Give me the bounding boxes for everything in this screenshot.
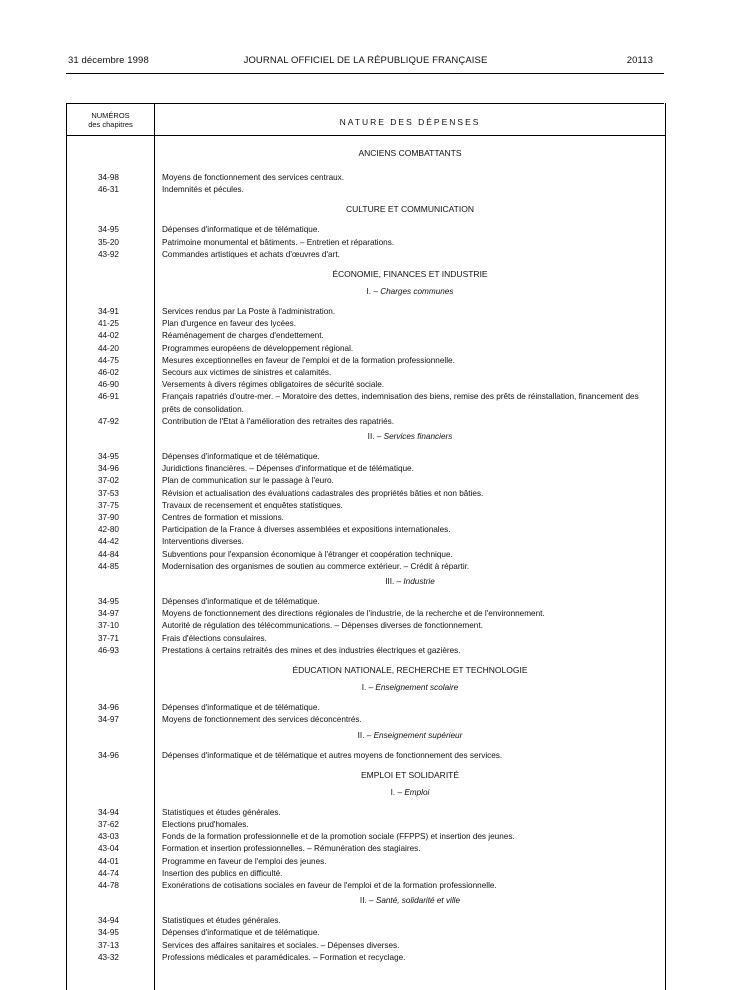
chapter-number: 44-75 — [98, 355, 119, 365]
chapter-number: 44-85 — [98, 561, 119, 571]
section-heading: CULTURE ET COMMUNICATION — [346, 204, 474, 215]
table-row — [67, 330, 665, 342]
header-rule — [66, 73, 664, 74]
table-row — [67, 249, 665, 261]
expense-description: Frais d'élections consulaires. — [162, 633, 267, 643]
chapter-number-cell — [67, 512, 154, 524]
chapter-number-cell — [67, 306, 154, 318]
subsection-title: Enseignement scolaire — [375, 683, 459, 693]
table-row — [67, 819, 665, 831]
chapter-number-cell — [67, 819, 154, 831]
subsection-number: I. – — [361, 683, 376, 693]
expense-description: Modernisation des organismes de soutien au commerce extérieur. – Crédit à répartir. — [162, 561, 470, 571]
expense-description: Commandes artistiques et achats d'œuvres d'art. — [162, 249, 340, 259]
chapter-number: 44-01 — [98, 856, 119, 866]
chapter-number: 37-02 — [98, 476, 119, 486]
expense-description: Programmes européens de développement régional. — [162, 343, 354, 353]
expense-description: Interventions diverses. — [162, 537, 244, 547]
expense-description: Exonérations de cotisations sociales en faveur de l'emploi et de la formation professionnelle. — [162, 880, 497, 890]
table-row — [67, 714, 665, 726]
chapter-number: 44-20 — [98, 343, 119, 353]
expense-description: Français rapatriés d'outre-mer. – Moratoire des dettes, indemnisation des biens, remise des prêts de réinstallation, financement des prêts de consolidation. — [162, 392, 639, 414]
chapter-number: 47-92 — [98, 416, 119, 426]
subsection-number: I. – — [390, 787, 405, 797]
chapter-number-cell — [67, 355, 154, 367]
table-row — [67, 843, 665, 855]
chapter-number-cell — [67, 224, 154, 236]
chapter-number-cell — [67, 451, 154, 463]
chapter-number: 44-84 — [98, 549, 119, 559]
expense-description: Plan d'urgence en faveur des lycées. — [162, 319, 297, 329]
chapter-number: 44-78 — [98, 880, 119, 890]
chapter-number: 44-02 — [98, 331, 119, 341]
chapter-number-cell — [67, 843, 154, 855]
chapter-number: 35-20 — [98, 237, 119, 247]
chapter-number-cell — [67, 927, 154, 939]
table-row — [67, 561, 665, 573]
chapter-number-cell — [67, 702, 154, 714]
expense-description: Centres de formation et missions. — [162, 513, 284, 523]
chapter-number-cell — [67, 367, 154, 379]
chapter-number-cell — [67, 524, 154, 536]
section-heading: ÉCONOMIE, FINANCES ET INDUSTRIE — [332, 269, 488, 280]
journal-title: JOURNAL OFFICIEL DE LA RÉPUBLIQUE FRANÇAISE — [243, 55, 488, 66]
expense-description: Indemnités et pécules. — [162, 185, 244, 195]
chapter-number: 46-93 — [98, 645, 119, 655]
subsection-title: Santé, solidarité et ville — [375, 896, 461, 906]
table-row — [67, 608, 665, 620]
chapter-number-cell — [67, 750, 154, 762]
expense-description: Prestations à certains retraités des mines et des industries électriques et gazières. — [162, 645, 461, 655]
column-header-nature: NATURE DES DÉPENSES — [339, 117, 481, 127]
chapter-number-cell — [67, 561, 154, 573]
subsection-title: Enseignement supérieur — [373, 730, 463, 740]
table-row — [67, 391, 665, 415]
subsection-number: I. – — [366, 287, 381, 297]
expense-description: Insertion des publics en difficulté. — [162, 868, 283, 878]
table-row — [67, 475, 665, 487]
subsection-title: Charges communes — [380, 287, 454, 297]
expense-description: Plan de communication sur le passage à l'euro. — [162, 476, 334, 486]
expense-description: Dépenses d'informatique et de télématique. — [162, 928, 320, 938]
table-row — [67, 512, 665, 524]
section-heading: ANCIENS COMBATTANTS — [358, 148, 462, 158]
chapter-number-cell — [67, 475, 154, 487]
expense-description: Patrimoine monumental et bâtiments. – Entretien et réparations. — [162, 237, 395, 247]
chapter-number: 37-10 — [98, 621, 119, 631]
chapter-number-cell — [67, 952, 154, 964]
chapter-number-cell — [67, 391, 154, 415]
chapter-number: 43-04 — [98, 844, 119, 854]
expense-description: Dépenses d'informatique et de télématique. — [162, 703, 320, 713]
chapter-number-cell — [67, 463, 154, 475]
chapter-number-cell — [67, 549, 154, 561]
table-row — [67, 416, 665, 428]
subsection-number: II. – — [359, 896, 376, 906]
chapter-number: 43-03 — [98, 832, 119, 842]
chapter-number-cell — [67, 831, 154, 843]
table-row — [67, 463, 665, 475]
column-header-numbers-line2: des chapitres — [88, 119, 133, 129]
chapter-number: 46-02 — [98, 368, 119, 378]
chapter-number-cell — [67, 249, 154, 261]
chapter-number: 37-62 — [98, 819, 119, 829]
table-row — [67, 868, 665, 880]
subsection-number: II. – — [357, 730, 374, 740]
expense-description: Mesures exceptionnelles en faveur de l'emploi et de la formation professionnelle. — [162, 355, 455, 365]
table-row — [67, 915, 665, 927]
header-date: 31 décembre 1998 — [68, 55, 149, 66]
column-header-numbers-line1: NUMÉROS — [91, 111, 130, 120]
expense-description: Moyens de fonctionnement des directions régionales de l'industrie, de la recherche et de l'environnement. — [162, 609, 545, 619]
chapter-number: 41-25 — [98, 319, 119, 329]
table-row — [67, 451, 665, 463]
chapter-number: 34-96 — [98, 464, 119, 474]
chapter-number: 37-71 — [98, 633, 119, 643]
chapter-number-cell — [67, 633, 154, 645]
chapter-number-cell — [67, 596, 154, 608]
subsection-heading — [155, 283, 665, 300]
chapter-number: 34-97 — [98, 715, 119, 725]
table-row — [67, 645, 665, 657]
subsection-heading — [155, 727, 665, 744]
expenses-table — [66, 103, 666, 990]
chapter-number-cell — [67, 856, 154, 868]
table-row — [67, 880, 665, 892]
chapter-number: 34-95 — [98, 225, 119, 235]
column-header-numbers — [67, 112, 154, 129]
chapter-number: 34-95 — [98, 928, 119, 938]
expense-description: Moyens de fonctionnement des services centraux. — [162, 173, 345, 182]
chapter-number: 46-90 — [98, 380, 119, 390]
table-row — [67, 355, 665, 367]
table-row — [67, 172, 665, 184]
chapter-number-cell — [67, 488, 154, 500]
expense-description: Réaménagement de charges d'endettement. — [162, 331, 324, 341]
subsection-number: II. – — [367, 432, 384, 442]
table-row — [67, 940, 665, 952]
chapter-number-cell — [67, 940, 154, 952]
subsection-title: Emploi — [404, 787, 430, 797]
subsection-heading — [155, 573, 665, 590]
table-row — [67, 536, 665, 548]
expense-description: Versements à divers régimes obligatoires de sécurité sociale. — [162, 380, 385, 390]
expense-description: Statistiques et études générales. — [162, 807, 281, 817]
table-row — [67, 500, 665, 512]
chapter-number: 34-95 — [98, 597, 119, 607]
table-row — [67, 807, 665, 819]
expense-description: Moyens de fonctionnement des services déconcentrés. — [162, 715, 362, 725]
chapter-number-cell — [67, 807, 154, 819]
expense-description: Programme en faveur de l'emploi des jeunes. — [162, 856, 327, 866]
chapter-number: 44-74 — [98, 868, 119, 878]
table-row — [67, 237, 665, 249]
table-row — [67, 856, 665, 868]
chapter-number: 37-53 — [98, 488, 119, 498]
chapter-number-cell — [67, 318, 154, 330]
subsection-heading — [155, 892, 665, 909]
table-row — [67, 831, 665, 843]
expense-description: Formation et insertion professionnelles. – Rémunération des stagiaires. — [162, 844, 421, 854]
header-separator — [67, 135, 665, 136]
chapter-number: 42-80 — [98, 525, 119, 535]
subsection-heading — [155, 679, 665, 696]
expense-description: Participation de la France à diverses assemblées et expositions internationales. — [162, 525, 451, 535]
chapter-number: 43-32 — [98, 952, 119, 962]
expense-description: Révision et actualisation des évaluations cadastrales des propriétés bâties et non bâties. — [162, 488, 484, 498]
subsection-title: Services financiers — [383, 432, 453, 442]
chapter-number: 34-98 — [98, 173, 119, 182]
chapter-number-cell — [67, 608, 154, 620]
expense-description: Services des affaires sanitaires et sociales. – Dépenses diverses. — [162, 940, 400, 950]
expense-description: Statistiques et études générales. — [162, 916, 281, 926]
expense-description: Services rendus par La Poste à l'administration. — [162, 307, 336, 317]
table-row — [67, 367, 665, 379]
table-body — [67, 141, 665, 964]
chapter-number-cell — [67, 536, 154, 548]
expense-description: Contribution de l'Etat à l'amélioration des retraites des rapatriés. — [162, 416, 395, 426]
chapter-number: 46-31 — [98, 185, 119, 195]
expense-description: Dépenses d'informatique et de télématique. — [162, 597, 320, 607]
table-row — [67, 596, 665, 608]
expense-description: Fonds de la formation professionnelle et de la promotion sociale (FFPPS) et insertion des jeunes. — [162, 832, 515, 842]
chapter-number-cell — [67, 880, 154, 892]
expense-description: Elections prud'homales. — [162, 819, 249, 829]
chapter-number-cell — [67, 416, 154, 428]
chapter-number: 37-90 — [98, 513, 119, 523]
expense-description: Secours aux victimes de sinistres et calamités. — [162, 368, 332, 378]
table-row — [67, 488, 665, 500]
chapter-number: 34-96 — [98, 703, 119, 713]
chapter-number-cell — [67, 915, 154, 927]
chapter-number: 34-91 — [98, 307, 119, 317]
expense-description: Professions médicales et paramédicales. – Formation et recyclage. — [162, 952, 406, 962]
chapter-number: 37-75 — [98, 500, 119, 510]
page-number: 20113 — [626, 55, 653, 66]
chapter-number-cell — [67, 343, 154, 355]
chapter-number: 34-94 — [98, 916, 119, 926]
table-row — [67, 524, 665, 536]
chapter-number: 34-94 — [98, 807, 119, 817]
chapter-number: 46-91 — [98, 392, 119, 402]
chapter-number: 44-42 — [98, 537, 119, 547]
expense-description: Dépenses d'informatique et de télématique et autres moyens de fonctionnement des services. — [162, 750, 503, 760]
table-row — [67, 549, 665, 561]
expense-description: Subventions pour l'expansion économique à l'étranger et coopération technique. — [162, 549, 453, 559]
section-heading: EMPLOI ET SOLIDARITÉ — [360, 769, 460, 780]
table-row — [67, 224, 665, 236]
section-heading: ÉDUCATION NATIONALE, RECHERCHE ET TECHNOLOGIE — [292, 665, 528, 676]
chapter-number-cell — [67, 645, 154, 657]
chapter-number-cell — [67, 500, 154, 512]
chapter-number-cell — [67, 379, 154, 391]
chapter-number-cell — [67, 172, 154, 184]
chapter-number-cell — [67, 868, 154, 880]
expense-description: Autorité de régulation des télécommunications. – Dépenses diverses de fonctionnement. — [162, 621, 483, 631]
chapter-number-cell — [67, 237, 154, 249]
table-row — [67, 318, 665, 330]
table-row — [67, 184, 665, 196]
table-row — [67, 952, 665, 964]
subsection-number: III. – — [385, 577, 404, 587]
chapter-number-cell — [67, 330, 154, 342]
expense-description: Dépenses d'informatique et de télématique. — [162, 225, 320, 235]
expense-description: Juridictions financières. – Dépenses d'informatique et de télématique. — [162, 464, 414, 474]
chapter-number-cell — [67, 620, 154, 632]
table-row — [67, 306, 665, 318]
table-row — [67, 633, 665, 645]
subsection-heading — [155, 428, 665, 445]
table-row — [67, 702, 665, 714]
table-row — [67, 927, 665, 939]
table-row — [67, 379, 665, 391]
subsection-heading — [155, 784, 665, 801]
chapter-number: 37-13 — [98, 940, 119, 950]
chapter-number: 43-92 — [98, 249, 119, 259]
chapter-number: 34-96 — [98, 750, 119, 760]
table-row — [67, 750, 665, 762]
chapter-number-cell — [67, 714, 154, 726]
subsection-title: Industrie — [403, 577, 435, 587]
chapter-number: 34-97 — [98, 609, 119, 619]
expense-description: Travaux de recensement et enquêtes statistiques. — [162, 500, 343, 510]
table-row — [67, 343, 665, 355]
chapter-number-cell — [67, 184, 154, 196]
table-row — [67, 620, 665, 632]
expense-description: Dépenses d'informatique et de télématique. — [162, 452, 320, 462]
chapter-number: 34-95 — [98, 452, 119, 462]
